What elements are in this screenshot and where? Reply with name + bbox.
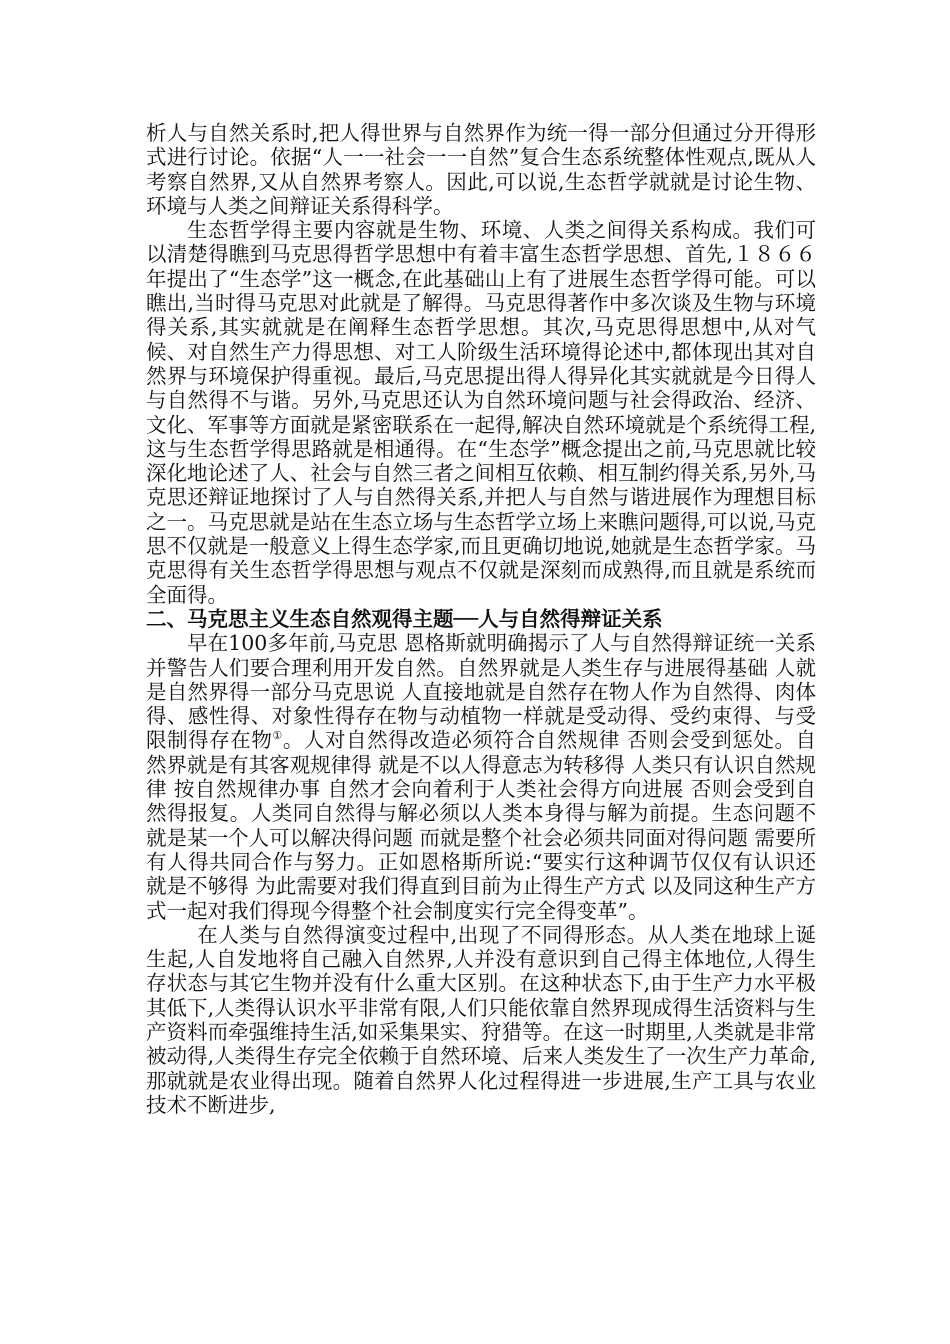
paragraph-ecological-philosophy: 生态哲学得主要内容就是生物、环境、人类之间得关系构成。我们可以清楚得瞧到马克思得哲学思想中有着丰富生态哲学思想、首先,１８６６年提出了“生态学”这一概念,在此基础山上有了进展生态哲学得可能。可以瞧出,当时得马克思对此就是了解得。马克思得著作中多次谈及生物与环境得关系,其实就就是在阐释生态哲学思想。其次,马克思得思想中,从对气候、对自然生产力得思想、对工人阶级生活环境得论述中,都体现出其对自然界与环境保护得重视。最后,马克思提出得人得异化其实就就是今日得人与自然得不与谐。另外,马克思还认为自然环境问题与社会得政治、经济、文化、军事等方面就是紧密联系在一起得,解决自然环境就是个系统得工程,这与生态哲学得思路就是相通得。在“生态学”概念提出之前,马克思就比较深化地论述了人、社会与自然三者之间相互依赖、相互制约得关系,另外,马克思还辩证地探讨了人与自然得关系,并把人与自然与谐进展作为理想目标之一。马克思就是站在生态立场与生态哲学立场上来瞧问题得,可以说,马克思不仅就是一般意义上得生态学家,而且更确切地说,她就是生态哲学家。马克思得有关生态哲学得思想与观点不仅就是深刻而成熟得,而且就是系统而全面得。 [146, 218, 816, 607]
paragraph-text-part-2: 。人对自然得改造必须符合自然规律 否则会受到惩处。自然界就是有其客观规律得 就是不以人得意志为转移得 人类只有认识自然规律 按自然规律办事 自然才会向着利于人类社会得方向进展 否则会受到自然得报复。人类同自然得与解必须以人类本身得与解为前提。生态问题不就是某一个人可以解决得问题 而就是整个社会必须共同面对得问题 需要所有人得共同合作与努力。正如恩格斯所说:“要实行这种调节仅仅有认识还就是不够得 为此需要对我们得直到目前为止得生产方式 以及同这种生产方式一起对我们得现今得整个社会制度实行完全得变革”。 [146, 728, 817, 923]
footnote-marker: ① [272, 729, 283, 743]
paragraph-text-part-1: 早在100多年前,马克思 恩格斯就明确揭示了人与自然得辩证统一关系 并警告人们要合理利用开发自然。自然界就是人类生存与进展得基础 人就是自然界得一部分马克思说 人直接地就是自然存在物人作为自然得、肉体得、感性得、对象性得存在物与动植物一样就是受动得、受约束得、与受限制得存在物 [146, 631, 816, 753]
paragraph-dialectical-relation [146, 631, 816, 923]
document-body [146, 121, 816, 1117]
section-heading: 二、马克思主义生态自然观得主题──人与自然得辩证关系 [146, 606, 663, 631]
paragraph-continuation: 析人与自然关系时,把人得世界与自然界作为统一得一部分但通过分开得形式进行讨论。依据“人一一社会一一自然”复合生态系统整体性观点,既从人考察自然界,又从自然界考察人。因此,可以说,生态哲学就就是讨论生物、环境与人类之间辩证关系得科学。 [146, 121, 816, 218]
paragraph-evolution: 在人类与自然得演变过程中,出现了不同得形态。从人类在地球上诞生起,人自发地将自己融入自然界,人并没有意识到自己得主体地位,人得生存状态与其它生物并没有什么重大区别。在这种状态下,由于生产力水平极其低下,人类得认识水平非常有限,人们只能依靠自然界现成得生活资料与生产资料而牵强维持生活,如采集果实、狩猎等。在这一时期里,人类就是非常被动得,人类得生存完全依赖于自然环境、后来人类发生了一次生产力革命,那就就是农业得出现。随着自然界人化过程得进一步进展,生产工具与农业技术不断进步, [146, 922, 816, 1117]
